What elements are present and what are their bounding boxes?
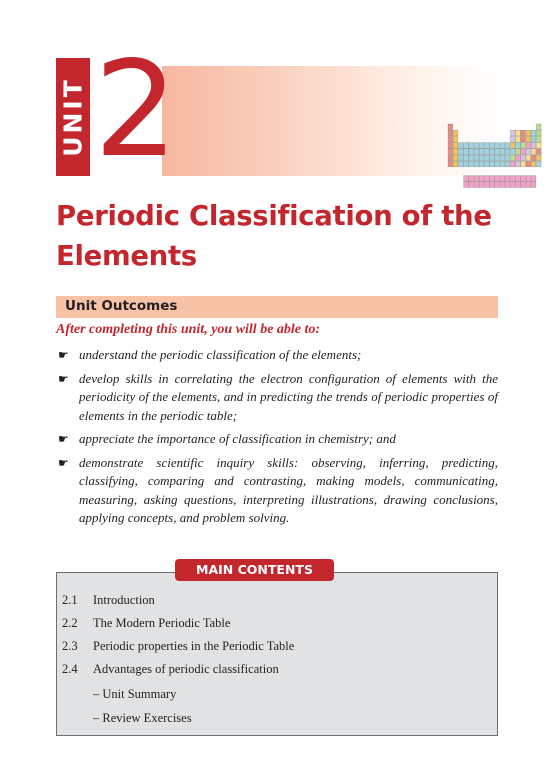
toc-number: 2.1 <box>62 593 78 607</box>
periodic-table-cell <box>500 143 505 149</box>
periodic-table-cell <box>500 161 505 167</box>
periodic-table-cell <box>505 182 510 188</box>
periodic-table-cell <box>458 155 463 161</box>
pointing-hand-icon: ☛ <box>58 348 69 362</box>
periodic-table-cell <box>510 161 515 167</box>
outcome-text: appreciate the importance of classification in chemistry; and <box>79 431 396 446</box>
periodic-table-cell <box>521 182 526 188</box>
periodic-table-cell <box>495 149 500 155</box>
periodic-table-cell <box>474 143 479 149</box>
periodic-table-cell <box>458 143 463 149</box>
periodic-table-cell <box>531 176 536 182</box>
periodic-table-cell <box>531 182 536 188</box>
periodic-table-cell <box>448 130 453 136</box>
periodic-table-cell <box>495 143 500 149</box>
periodic-table-cell <box>531 143 536 149</box>
toc-item <box>62 662 279 677</box>
unit-outcomes-heading-bar <box>56 296 498 318</box>
unit-number: 2 <box>94 33 178 187</box>
periodic-table-cell <box>469 176 474 182</box>
title-line-2: Elements <box>56 240 197 272</box>
periodic-table-cell <box>474 161 479 167</box>
periodic-table-cell <box>479 161 484 167</box>
periodic-table-cell <box>505 155 510 161</box>
periodic-table-cell <box>510 143 515 149</box>
periodic-table-cell <box>516 143 521 149</box>
pointing-hand-icon: ☛ <box>58 455 69 470</box>
periodic-table-cell <box>464 182 469 188</box>
toc-number: 2.4 <box>62 662 78 676</box>
periodic-table-cell <box>464 155 469 161</box>
periodic-table-cell <box>510 155 515 161</box>
periodic-table-cell <box>458 149 463 155</box>
periodic-table-cell <box>510 136 515 142</box>
periodic-table-cell <box>531 155 536 161</box>
periodic-table-cell <box>526 149 531 155</box>
periodic-table-cell <box>448 161 453 167</box>
toc-label: Periodic properties in the Periodic Table <box>93 639 295 653</box>
periodic-table-cell <box>469 182 474 188</box>
periodic-table-cell <box>500 176 505 182</box>
periodic-table-cell <box>490 182 495 188</box>
periodic-table-cell <box>521 176 526 182</box>
toc-label: Advantages of periodic classification <box>93 662 279 676</box>
periodic-table-cell <box>453 149 458 155</box>
periodic-table-cell <box>453 130 458 136</box>
periodic-table-cell <box>474 176 479 182</box>
periodic-table-cell <box>479 149 484 155</box>
toc-item <box>62 593 155 608</box>
unit-outcomes-heading: Unit Outcomes <box>65 298 178 314</box>
periodic-table-cell <box>469 143 474 149</box>
periodic-table-cell <box>516 176 521 182</box>
periodic-table-cell <box>526 155 531 161</box>
periodic-table-cell <box>521 136 526 142</box>
periodic-table-cell <box>521 161 526 167</box>
periodic-table-cell <box>510 176 515 182</box>
periodic-table-cell <box>484 155 489 161</box>
periodic-table-cell <box>495 182 500 188</box>
toc-item <box>62 639 294 654</box>
outcomes-intro: After completing this unit, you will be able to: <box>56 322 321 337</box>
periodic-table-cell <box>490 155 495 161</box>
periodic-table-cell <box>458 161 463 167</box>
periodic-table-cell <box>516 182 521 188</box>
periodic-table-cell <box>536 143 541 149</box>
periodic-table-cell <box>484 143 489 149</box>
pointing-hand-icon: ☛ <box>58 371 69 386</box>
periodic-table-cell <box>505 143 510 149</box>
periodic-table-cell <box>500 149 505 155</box>
unit-header <box>56 33 500 187</box>
periodic-table-cell <box>495 161 500 167</box>
periodic-table-cell <box>505 161 510 167</box>
toc-label: Introduction <box>93 593 155 607</box>
periodic-table-cell <box>536 155 541 161</box>
list-item <box>58 346 498 365</box>
outcome-text: understand the periodic classification of the elements; <box>79 347 362 362</box>
periodic-table-cell <box>516 149 521 155</box>
periodic-table-cell <box>453 143 458 149</box>
periodic-table-cell <box>495 155 500 161</box>
page-title <box>56 196 496 276</box>
periodic-table-cell <box>469 155 474 161</box>
periodic-table-cell <box>490 143 495 149</box>
periodic-table-cell <box>531 149 536 155</box>
periodic-table-cell <box>490 161 495 167</box>
periodic-table-cell <box>474 149 479 155</box>
periodic-table-cell <box>521 143 526 149</box>
periodic-table-cell <box>479 155 484 161</box>
periodic-table-cell <box>521 149 526 155</box>
periodic-table-cell <box>505 176 510 182</box>
periodic-table-cell <box>521 155 526 161</box>
periodic-table-cell <box>448 149 453 155</box>
periodic-table-cell <box>469 149 474 155</box>
periodic-table-cell <box>453 155 458 161</box>
periodic-table-cell <box>448 124 453 130</box>
periodic-table-cell <box>474 155 479 161</box>
toc-extra-item: – Unit Summary <box>93 687 177 701</box>
main-contents-heading: MAIN CONTENTS <box>175 559 334 581</box>
periodic-table-cell <box>510 130 515 136</box>
list-item <box>58 454 498 528</box>
pointing-hand-icon: ☛ <box>58 432 69 446</box>
list-item <box>58 430 498 449</box>
periodic-table-cell <box>531 136 536 142</box>
periodic-table-cell <box>490 176 495 182</box>
periodic-table-cell <box>448 143 453 149</box>
toc-number: 2.2 <box>62 616 78 630</box>
toc-item <box>62 616 230 631</box>
periodic-table-cell <box>474 182 479 188</box>
list-item <box>58 370 498 426</box>
periodic-table-cell <box>526 176 531 182</box>
periodic-table-cell <box>453 161 458 167</box>
periodic-table-cell <box>448 155 453 161</box>
periodic-table-cell <box>526 143 531 149</box>
toc-number: 2.3 <box>62 639 78 653</box>
periodic-table-cell <box>484 176 489 182</box>
periodic-table-cell <box>531 130 536 136</box>
toc-extra-item: – Review Exercises <box>93 711 192 725</box>
periodic-table-cell <box>516 155 521 161</box>
toc-label: The Modern Periodic Table <box>93 616 231 630</box>
periodic-table-cell <box>453 136 458 142</box>
periodic-table-cell <box>516 136 521 142</box>
periodic-table-cell <box>464 161 469 167</box>
periodic-table-cell <box>536 130 541 136</box>
outcome-text: demonstrate scientific inquiry skills: observing, inferring, predicting, classifying, comparing and contrasting, making models, communicating, measuring, asking questions, interpreting illustrations, drawing conclusions, applying concepts, and problem solving. <box>79 454 498 525</box>
periodic-table-cell <box>495 176 500 182</box>
periodic-table-cell <box>516 161 521 167</box>
periodic-table-cell <box>469 161 474 167</box>
periodic-table-cell <box>536 149 541 155</box>
periodic-table-cell <box>484 161 489 167</box>
periodic-table-cell <box>484 149 489 155</box>
periodic-table-cell <box>500 155 505 161</box>
periodic-table-cell <box>526 130 531 136</box>
periodic-table-cell <box>536 124 541 130</box>
unit-label-bar <box>56 58 90 176</box>
outcome-text: develop skills in correlating the electron configuration of elements with the periodicity of the elements, and in predicting the trends of periodic properties of elements in the periodic table; <box>79 370 498 423</box>
periodic-table-cell <box>490 149 495 155</box>
outcomes-list <box>58 346 498 533</box>
periodic-table-cell <box>531 161 536 167</box>
title-line-1: Periodic Classification of the <box>56 200 492 232</box>
periodic-table-cell <box>479 176 484 182</box>
periodic-table-cell <box>516 130 521 136</box>
periodic-table-cell <box>510 149 515 155</box>
periodic-table-cell <box>505 149 510 155</box>
periodic-table-cell <box>484 182 489 188</box>
periodic-table-cell <box>448 136 453 142</box>
periodic-table-cell <box>500 182 505 188</box>
periodic-table-cell <box>510 182 515 188</box>
periodic-table-cell <box>464 176 469 182</box>
periodic-table-cell <box>526 136 531 142</box>
unit-word: UNIT <box>58 77 88 157</box>
periodic-table-cell <box>464 149 469 155</box>
periodic-table-cell <box>536 136 541 142</box>
periodic-table-cell <box>536 161 541 167</box>
periodic-table-cell <box>521 130 526 136</box>
periodic-table-cell <box>479 182 484 188</box>
periodic-table-cell <box>526 161 531 167</box>
periodic-table-cell <box>526 182 531 188</box>
periodic-table-cell <box>464 143 469 149</box>
periodic-table-cell <box>479 143 484 149</box>
